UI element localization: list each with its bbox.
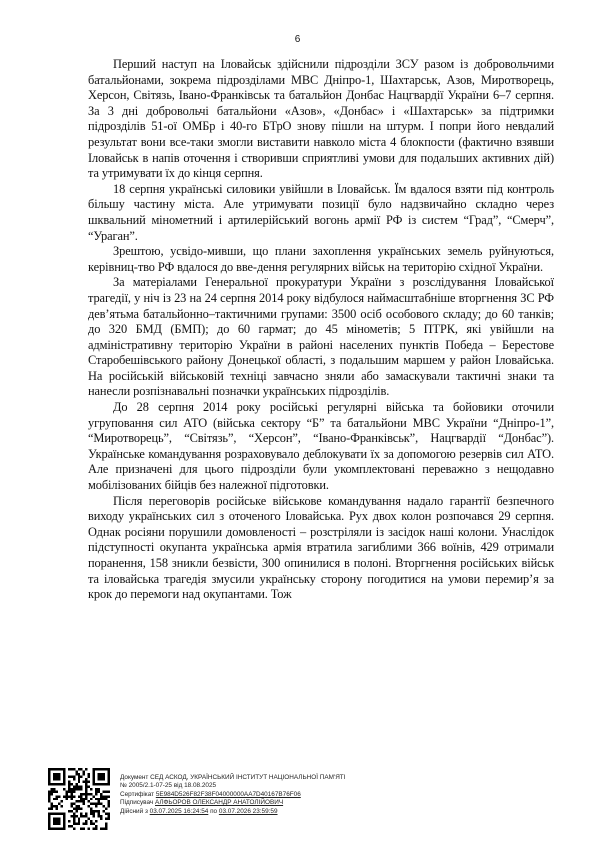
stamp-document-line: Документ СЕД АСКОД, УКРАЇНСЬКИЙ ІНСТИТУТ НАЦІОНАЛЬНОЇ ПАМ'ЯТІ	[120, 774, 346, 781]
paragraph-5: До 28 серпня 2014 року російські регулярні війська та бойовики оточили угруповання сил АТО (війська сектору “Б” та батальйони МВС України “Дніпро-1”, “Миротворець”, “Світязь”, “Херсон”, “Івано-Франківськ”, Нацгвардії “Донбас”). Українське командування розраховувало деблокувати їх за допомогою резервів сил АТО. Але призначені для цього підрозділи були укомплектовані переважно з нещодавно мобілізованих бійців без належної підготовки.	[88, 400, 554, 493]
validity-label: Дійсний з	[120, 807, 150, 815]
stamp-signer-line	[120, 799, 346, 807]
stamp-validity-line	[120, 808, 346, 816]
paragraph-2: 18 серпня українські силовики увійшли в Іловайськ. Їм вдалося взяти під контроль більшу частину міста. Але утримувати позиції було надзвичайно складно через шквальний мінометний і артилерійський вогонь армії РФ із систем “Град”, “Смерч”, “Ураган”.	[88, 181, 554, 243]
signer-value: АЛФЬОРОВ ОЛЕКСАНДР АНАТОЛІЙОВИЧ	[155, 799, 284, 807]
document-body	[88, 57, 554, 603]
signature-stamp	[48, 768, 558, 828]
certificate-value: 5E984D526F82F38F04000000AA7D40167B76F06	[155, 790, 301, 798]
certificate-label: Сертифікат	[120, 790, 156, 798]
paragraph-1: Перший наступ на Іловайськ здійснили підрозділи ЗСУ разом із добровольчими батальйонами, зокрема підрозділами МВС Дніпро-1, Шахтарськ, Азов, Миротворець, Херсон, Світязь, Івано-Франківськ та батальйон Донбас Нацгвардії України 6–7 серпня. За 3 дні добровольчі батальйони «Азов», «Донбас» і «Шахтарськ» за підтримки підрозділів 51-ої ОМБр і 40-го БТрО знову пішли на штурм. І попри його невдалий результат вони все-таки змогли виставити навколо міста 4 блокпости (фактично взявши Іловайськ в напів оточення і створивши сприятливі умови для подальших активних дій) та утримувати їх до кінця серпня.	[88, 57, 554, 181]
validity-from: 03.07.2025 16:24:54	[149, 807, 209, 815]
paragraph-4: За матеріалами Генеральної прокуратури України з розслідування Іловайської трагедії, у ніч із 23 на 24 серпня 2014 року відбулося наймасштабніше вторгнення ЗС РФ дев’ятьма батальйонно–тактичними групами: 3500 осіб особового складу; до 60 танків; до 320 БМД (БМП); до 60 гармат; до 45 мінометів; 5 ПТРК, які увійшли на адміністративну територію України в районі населених пунктів Победа – Берестове Старобешівського району Донецької області, з подальшим маршем у район Іловайська. На російській військовій техніці завчасно зняли або замаскували тактичні знаки та нанесли розпізнавальні позначки українських підрозділів.	[88, 275, 554, 399]
paragraph-6: Після переговорів російське військове командування надало гарантії безпечного виходу українських сил з оточеного Іловайська. Рух двох колон розпочався 29 серпня. Однак росіяни порушили домовленості – розстріляли із засідок наші колони. Унаслідок підступності окупанта українська армія втратила загиблими 366 воїнів, 429 отримали поранення, 158 зникли безвісти, 300 опинилися в полоні. Вторгнення російських військ та іловайська трагедія змусили українську сторону погодитися на умови перемир’я за крок до перемоги над окупантами. Тож	[88, 493, 554, 602]
stamp-certificate-line	[120, 791, 346, 799]
page-number: 6	[294, 34, 301, 45]
paragraph-3: Зрештою, усвідо-мивши, що плани захоплення українських земель руйнуються, керівниц-тво РФ вдалося до вве-дення регулярних військ на територію східної України.	[88, 244, 554, 274]
validity-separator: по	[208, 807, 219, 815]
stamp-number-line: № 2005/2.1-07-25 від 18.08.2025	[120, 782, 217, 790]
stamp-text	[120, 774, 346, 816]
validity-to: 03.07.2026 23:59:59	[218, 807, 278, 815]
signer-label: Підписувач	[120, 799, 156, 807]
qr-code-icon	[48, 768, 110, 830]
